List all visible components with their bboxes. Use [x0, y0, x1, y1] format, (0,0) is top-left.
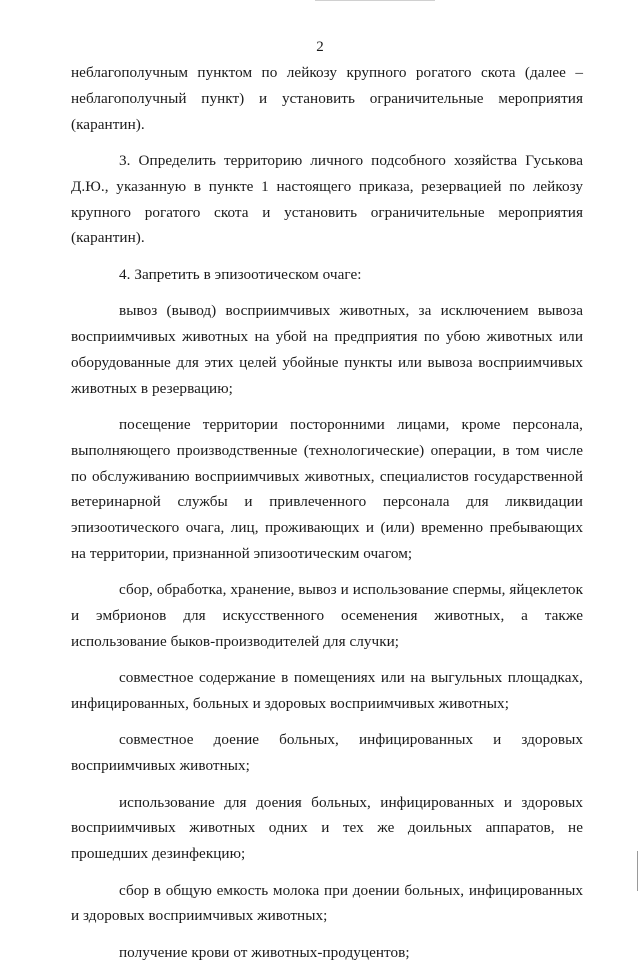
paragraph-ban-joint-keeping: совместное содержание в помещениях или на выгульных площадках, инфицированных, больных и здоровых восприимчивых животных; [71, 669, 583, 713]
scan-edge-mark [631, 851, 638, 891]
paragraph-item-4: 4. Запретить в эпизоотическом очаге: [119, 265, 362, 283]
scan-edge-mark [315, 0, 435, 3]
paragraph-ban-visits: посещение территории посторонними лицами, кроме персонала, выполняющего производственные (технологические) операции, в том числе по обслуживанию восприимчивых животных, специалистов государственной ветеринарной службы и привлеченного персонала для ликвидации эпизоотического очага, лиц, проживающих и (или) временно пребывающих на территории, признанной эпизоотическим очагом; [71, 415, 583, 562]
document-body [71, 60, 583, 976]
paragraph-ban-milk-collection: сбор в общую емкость молока при доении больных, инфицированных и здоровых восприимчивых животных; [71, 881, 583, 925]
paragraph-continuation: неблагополучным пунктом по лейкозу крупного рогатого скота (далее – неблагополучный пункт) и установить ограничительные мероприятия (карантин). [71, 64, 583, 133]
paragraph-ban-milking-machines: использование для доения больных, инфицированных и здоровых восприимчивых животных одних и тех же доильных аппаратов, не прошедших дезинфекцию; [71, 793, 583, 863]
paragraph-ban-joint-milking: совместное доение больных, инфицированных и здоровых восприимчивых животных; [71, 731, 583, 775]
page-number: 2 [316, 39, 324, 55]
paragraph-item-3: 3. Определить территорию личного подсобного хозяйства Гуськова Д.Ю., указанную в пункте 1 настоящего приказа, резервацией по лейкозу крупного рогатого скота и установить ограничительные мероприятия (карантин). [71, 151, 583, 247]
paragraph-ban-removal: вывоз (вывод) восприимчивых животных, за исключением вывоза восприимчивых животных на убой на предприятия по убою животных или оборудованные для этих целей убойные пункты или вывоза восприимчивых животных в резервацию; [71, 302, 583, 397]
paragraph-ban-blood: получение крови от животных-продуцентов; [119, 943, 410, 961]
paragraph-ban-semen: сбор, обработка, хранение, вывоз и использование спермы, яйцеклеток и эмбрионов для искусственного осеменения животных, а также использование быков-производителей для случки; [71, 581, 583, 650]
